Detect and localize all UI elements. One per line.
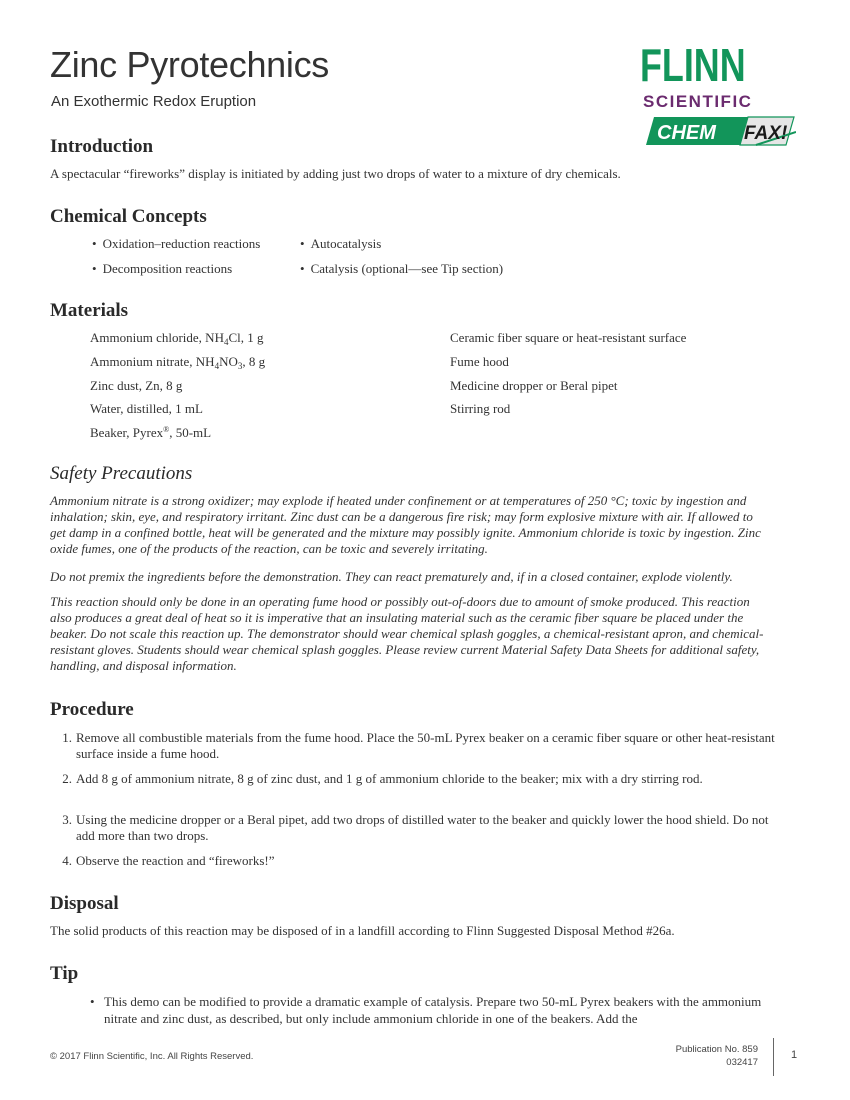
tip-heading: Tip [50, 963, 79, 984]
concept-item: • Oxidation–reduction reactions [92, 236, 260, 252]
material-item: Fume hood [450, 354, 509, 369]
safety-paragraph: This reaction should only be done in an operating fume hood or possibly out-of-doors due to amount of smoke produced. This reaction also produces a great deal of heat so it is imperative that an insulating material such as the ceramic fiber square be placed under the beaker. Do not scale this reaction up. The demonstrator should wear chemical splash goggles, a chemical-resistant apron, and chemical-resistant gloves. Students should wear chemical splash goggles. Please review current Material Safety Data Sheets for additional safety, handling, and disposal information. [50, 594, 764, 673]
material-item: Ceramic fiber square or heat-resistant surface [450, 330, 687, 345]
concept-item: • Decomposition reactions [92, 261, 232, 277]
material-item: Ammonium nitrate, $NH_4NO_3$, 8 g [90, 354, 266, 371]
safety-paragraph: Ammonium nitrate is a strong oxidizer; may explode if heated under confinement or at temperatures of 250 °C; toxic by ingestion and inhalation; skin, eye, and respiratory irritant. Zinc dust can be a dangerous fire risk; may form explosive mixture with air. If allowed to get damp in a confined bottle, heat will be generated and the mixture may possibly ignite. Ammonium chloride is toxic by ingestion. Zinc oxide fumes, one of the products of the reaction, can be toxic and severely irritating. [50, 493, 761, 556]
concept-item: • Autocatalysis [300, 236, 381, 252]
material-item: Beaker, Pyrex®, 50-mL [90, 425, 212, 440]
chemfax-badge-icon [644, 114, 796, 148]
materials-heading: Materials [50, 300, 129, 321]
procedure-step: 4. Observe the reaction and “fireworks!” [62, 853, 275, 868]
page-subtitle: An Exothermic Redox Eruption [51, 93, 257, 110]
logo-chem-text: CHEM [657, 122, 716, 144]
footer-divider [773, 1038, 774, 1076]
logo-flinn-text: FLINN [640, 39, 746, 91]
concept-item: • Catalysis (optional—see Tip section) [300, 261, 503, 277]
disposal-heading: Disposal [50, 893, 119, 914]
document-page: Zinc Pyrotechnics An Exothermic Redox Eruption FLINN SCIENTIFIC CHEM FAX! Introduction A spectacular “fireworks” display is initiated by adding just two drops of water to a mixture of dry chemicals. Chemical Concepts • Oxidation–reduction reactions • Autocatalysis • Decomposition reactions • Catalysis (optional—see Tip section) Materials Ammonium chloride, $NH_4Cl$, 1 g Ammonium nitrate, $NH_4NO_3$, 8 g Zinc dust, Zn, 8 g Water, distilled, 1 mL Beaker, Pyrex®, 50-mL Ceramic fiber square or heat-resistant surface Fume hood Medicine dropper or Beral pipet Stirring rod Safety Precautions Ammonium nitrate is a strong oxidizer; may explode if heated under confinement or at temperatures of 250 °C; toxic by ingestion and inhalation; skin, eye, and respiratory irritant. Zinc dust can be a dangerous fire risk; may form explosive mixture with air. If allowed to get damp in a confined bottle, heat will be generated and the mixture may possibly ignite. Ammonium chloride is toxic by ingestion. Zinc oxide fumes, one of the products of the reaction, can be toxic and severely irritating. Do not premix the ingredients before the demonstration. They can react prematurely and, if in a closed container, explode violently. This reaction should only be done in an operating fume hood or possibly out-of-doors due to amount of smoke produced. This reaction also produces a great deal of heat so it is imperative that an insulating material such as the ceramic fiber square be placed under the beaker. Do not scale this reaction up. The demonstrator should wear chemical splash goggles, a chemical-resistant apron, and chemical-resistant gloves. Students should wear chemical splash goggles. Please review current Material Safety Data Sheets for additional safety, handling, and disposal information. Procedure 1. Remove all combustible materials from the fume hood. Place the 50-mL Pyrex beaker on a ceramic fiber square or other heat-resistant surface inside a fume hood. 2. Add 8 g of ammonium nitrate, 8 g of zinc dust, and 1 g of ammonium chloride to the beaker; mix with a dry stirring rod. 3. Using the medicine dropper or a Beral pipet, add two drops of distilled water to the beaker and quickly lower the hood shield. Do not add more than two drops. 4. Observe the reaction and “fireworks!” Disposal The solid products of this reaction may be disposed of in a landfill according to Flinn Suggested Disposal Method #26a. Tip • This demo can be modified to provide a dramatic example of catalysis. Prepare two 50-mL Pyrex beakers with the ammonium nitrate and zinc dust, as described, but only include ammonium chloride in one of the beakers. Add the © 2017 Flinn Scientific, Inc. All Rights Reserved. Publication No. 859 032417 1 [0, 0, 850, 1100]
page-title: Zinc Pyrotechnics [50, 44, 329, 85]
flinn-chemfax-logo [640, 39, 800, 150]
safety-paragraph: Do not premix the ingredients before the demonstration. They can react prematurely and, if in a closed container, explode violently. [50, 569, 733, 584]
introduction-text: A spectacular “fireworks” display is initiated by adding just two drops of water to a mixture of dry chemicals. [50, 166, 621, 181]
procedure-step: 1. Remove all combustible materials from the fume hood. Place the 50-mL Pyrex beaker on a ceramic fiber square or other heat-resistant surface inside a fume hood. [62, 730, 775, 761]
logo-fax-text: FAX! [744, 123, 788, 144]
material-item: Zinc dust, Zn, 8 g [90, 378, 183, 393]
safety-heading: Safety Precautions [50, 463, 193, 484]
procedure-step: 3. Using the medicine dropper or a Beral pipet, add two drops of distilled water to the beaker and quickly lower the hood shield. Do not add more than two drops. [62, 812, 769, 843]
material-item: Stirring rod [450, 401, 511, 416]
copyright-text: © 2017 Flinn Scientific, Inc. All Rights Reserved. [50, 1051, 254, 1062]
procedure-heading: Procedure [50, 699, 134, 720]
introduction-heading: Introduction [50, 136, 154, 157]
chemical-concepts-heading: Chemical Concepts [50, 206, 207, 227]
disposal-text: The solid products of this reaction may be disposed of in a landfill according to Flinn Suggested Disposal Method #26a. [50, 923, 675, 938]
publication-info: Publication No. 859 032417 [675, 1044, 758, 1068]
logo-scientific-text: SCIENTIFIC [643, 92, 753, 111]
procedure-step: 2. Add 8 g of ammonium nitrate, 8 g of zinc dust, and 1 g of ammonium chloride to the beaker; mix with a dry stirring rod. [62, 771, 703, 786]
material-item: Medicine dropper or Beral pipet [450, 378, 618, 393]
material-item: Water, distilled, 1 mL [90, 401, 203, 416]
page-number: 1 [791, 1049, 798, 1061]
material-item: Ammonium chloride, $NH_4Cl$, 1 g [90, 330, 264, 347]
